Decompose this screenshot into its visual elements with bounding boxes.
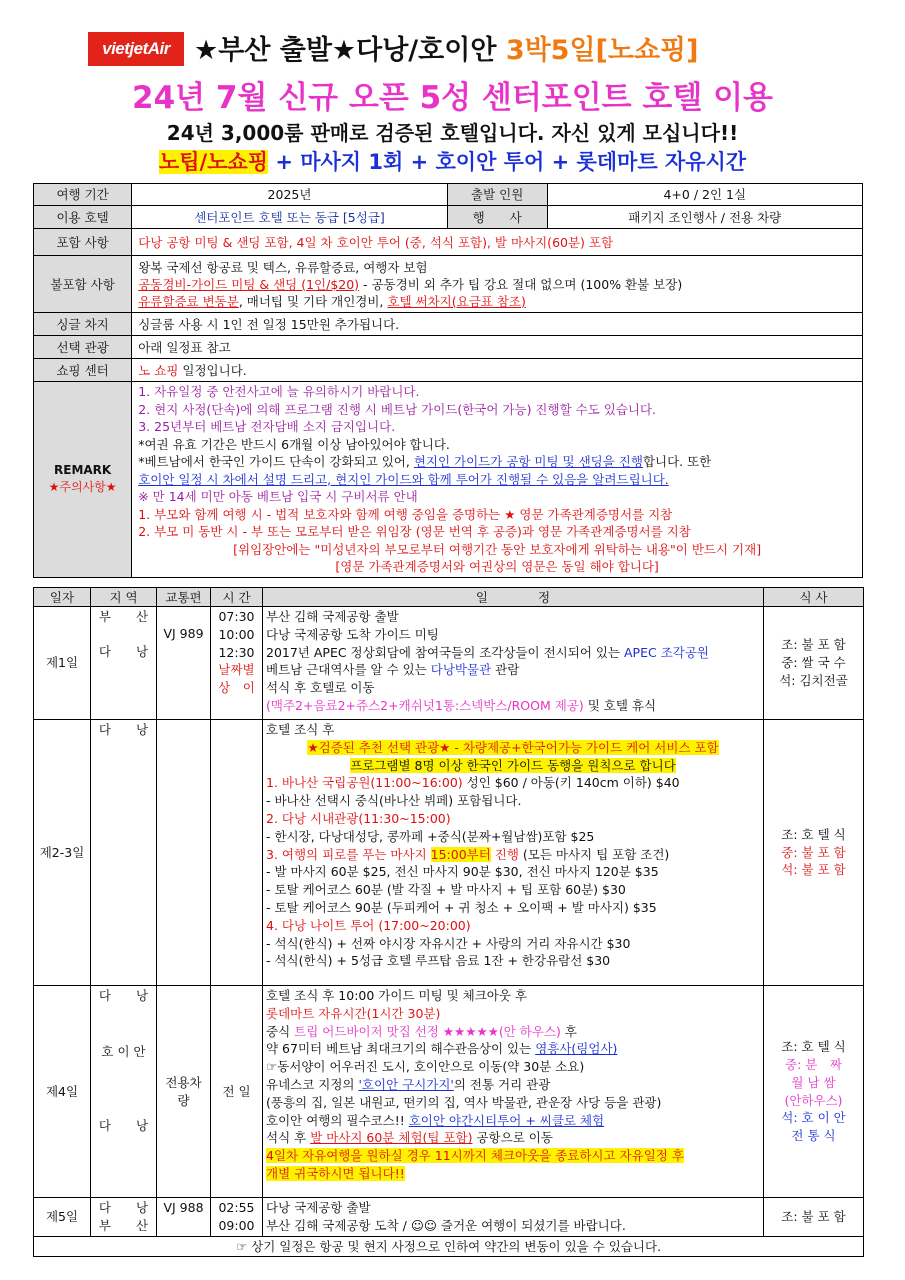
itinerary-text: 및 호텔 휴식 — [583, 697, 657, 713]
exclude-surcharge: 호텔 써차지(요금표 참조) — [387, 293, 526, 309]
exclude-line-1: 왕복 국제선 항공료 및 텍스, 유류할증료, 여행자 보험 — [138, 259, 428, 275]
snack-box: (맥주2+음료2+쥬스2+캐쉬넛1통:스넥박스/ROOM 제공) — [266, 697, 584, 713]
itinerary-line — [266, 1040, 760, 1058]
itinerary-line: 호텔 조식 후 10:00 가이드 미팅 및 체크아웃 후 — [266, 988, 528, 1003]
time-note: 날짜별 — [218, 662, 255, 678]
itinerary-text: 베트남 근대역사를 알 수 있는 — [266, 662, 431, 678]
region-danang: 다 낭 — [98, 1200, 149, 1215]
itinerary-text: 후 — [560, 1023, 577, 1039]
itinerary-line — [266, 1147, 760, 1165]
col-day: 일자 — [34, 588, 91, 607]
day4-time: 전 일 — [211, 986, 263, 1198]
day1-row — [34, 607, 864, 720]
day4-meal — [764, 986, 864, 1198]
region-danang: 다 낭 — [98, 988, 149, 1003]
day5-flight: VJ 988 — [157, 1198, 211, 1237]
meal-dinner: 석: 불 포 함 — [781, 862, 846, 878]
shop-value — [132, 359, 863, 382]
col-time: 시 간 — [211, 588, 263, 607]
itinerary-text: (모든 마사지 팁 포함 조건) — [518, 846, 670, 862]
option-value: 아래 일정표 참고 — [132, 336, 863, 359]
vietjet-logo: vietjetAir — [88, 32, 184, 66]
day4-region — [91, 986, 157, 1198]
shop-value-rest: 일정입니다. — [178, 362, 247, 378]
itinerary-line — [266, 1165, 760, 1183]
remark-text: 합니다. 또한 — [642, 454, 712, 469]
meal-dinner: 석: 호 이 안 — [781, 1110, 846, 1126]
remark-line: 3. 25년부터 베트남 전자담배 소지 금지입니다. — [138, 419, 396, 434]
tagline: 24년 3,000룸 판매로 검증된 호텔입니다. 자신 있게 모십니다!! — [166, 121, 739, 145]
time: 09:00 — [218, 1217, 255, 1233]
meal-breakfast: 조: 호 텔 식 — [781, 826, 846, 842]
remark-label-cell — [34, 382, 132, 578]
day2-transport — [157, 720, 211, 986]
itinerary-line: - 발 마사지 60분 $25, 전신 마사지 90분 $30, 전신 마사지 120분 $35 — [266, 864, 659, 880]
col-transport: 교통편 — [157, 588, 211, 607]
pax-value: 4+0 / 2인 1실 — [547, 184, 862, 206]
itinerary-line — [266, 1129, 760, 1147]
hoian-old-town: '호이안 구시가지' — [358, 1076, 454, 1092]
header — [0, 0, 905, 180]
itinerary-line — [266, 661, 760, 679]
meal-lunch: 중: 분 짜 — [785, 1056, 842, 1072]
region-danang: 다 낭 — [98, 643, 149, 659]
day5-row — [34, 1198, 864, 1237]
flight-number: VJ 989 — [163, 626, 204, 641]
period-value: 2025년 — [132, 184, 448, 206]
features-highlight: 노팁/노쇼핑 — [158, 150, 269, 174]
itinerary-text: 약 67미터 베트남 최대크기의 해수관음상이 있는 — [266, 1041, 536, 1057]
itinerary-line: 다낭 국제공항 도착 가이드 미팅 — [266, 626, 439, 642]
massage-time: 15:00부터 — [430, 846, 491, 862]
itinerary-line — [266, 1112, 760, 1130]
itinerary-text: 중식 — [266, 1023, 295, 1039]
day4-itinerary — [263, 986, 764, 1198]
apec-park: APEC 조각공원 — [624, 644, 709, 660]
remark-content — [132, 382, 863, 578]
exclude-common-fee: 공동경비-가이드 미팅 & 샌딩 (1인/$20) — [138, 276, 360, 292]
itinerary-line: - 석식(한식) + 선짜 야시장 자유시간 + 사랑의 거리 자유시간 $30 — [266, 935, 631, 951]
region-busan: 부 산 — [98, 1217, 149, 1233]
region-busan: 부 산 — [98, 609, 149, 624]
day5-time — [211, 1198, 263, 1237]
danang-museum: 다낭박물관 — [430, 662, 492, 678]
option-price: 성인 $60 / 아동(키 140cm 이하) $40 — [462, 775, 680, 791]
itinerary-line — [266, 1076, 760, 1094]
itinerary-line — [266, 846, 760, 864]
shop-label: 쇼핑 센터 — [34, 359, 132, 382]
col-region: 지 역 — [91, 588, 157, 607]
day2-meal — [764, 720, 864, 986]
hotel-value: 센터포인트 호텔 또는 동급 [5성급] — [132, 206, 448, 229]
remark-line: [위임장안에는 "미성년자의 부모로부터 여행기간 동안 보호자에게 위탁하는 내용"이 반드시 기재] — [233, 541, 762, 557]
free-option-note: 개별 귀국하시면 됩니다!! — [266, 1165, 405, 1181]
option-label: 선택 관광 — [34, 336, 132, 359]
day2-region: 다 낭 — [91, 720, 157, 986]
itinerary-text: 공항으로 이동 — [472, 1130, 553, 1146]
itinerary-line: 부산 김해 국제공항 출발 — [266, 609, 399, 624]
day5-itinerary — [263, 1198, 764, 1237]
pax-label: 출발 인원 — [447, 184, 547, 206]
itinerary-text: 호이안 여행의 필수코스!! — [266, 1112, 409, 1128]
day5-label: 제5일 — [34, 1198, 91, 1237]
itinerary-line — [266, 757, 760, 775]
col-itinerary: 일 정 — [263, 588, 764, 607]
day2-itinerary — [263, 720, 764, 986]
itinerary-text: 관람 — [491, 662, 520, 678]
itinerary-line: - 토탈 케어코스 90분 (두피케어 + 귀 청소 + 오이팩 + 발 마사지) $35 — [266, 899, 657, 915]
lotte-mart: 롯데마트 자유시간(1시간 30분) — [266, 1005, 441, 1021]
day1-flight — [157, 607, 211, 720]
itinerary-line — [266, 774, 760, 792]
itinerary-text: 석식 후 — [266, 1130, 311, 1146]
remark-sub: ★주의사항★ — [48, 480, 117, 495]
itinerary-line: 석식 후 호텔로 이동 — [266, 680, 375, 696]
meal-dinner: 전 통 식 — [791, 1128, 836, 1144]
include-label: 포함 사항 — [34, 229, 132, 256]
meal-lunch: 중: 불 포 함 — [781, 844, 846, 860]
itinerary-text: 2017년 APEC 정상회담에 참여국들의 조각상들이 전시되어 있는 — [266, 644, 624, 660]
day1-label: 제1일 — [34, 607, 91, 720]
linh-ung-pagoda: 영흥사(링엄사) — [535, 1041, 618, 1057]
option-bana: 1. 바나산 국립공원(11:00~16:00) — [266, 775, 463, 791]
meal-lunch: 중: 쌀 국 수 — [781, 655, 846, 671]
col-meal: 식 사 — [764, 588, 864, 607]
single-value: 싱글룸 사용 시 1인 전 일정 15만원 추가됩니다. — [132, 313, 863, 336]
itinerary-line: (풍흥의 집, 일본 내원교, 떤키의 집, 역사 박물관, 관운장 사당 등을 관광) — [266, 1094, 662, 1110]
itinerary-line — [266, 644, 760, 662]
period-label: 여행 기간 — [34, 184, 132, 206]
option-tour-banner: ★검증된 추천 선택 관광★ - 차량제공+한국어가능 가이드 케어 서비스 포함 — [307, 739, 719, 755]
itinerary-line: - 석식(한식) + 5성급 호텔 루프탑 음료 1잔 + 한강유람선 $30 — [266, 953, 611, 969]
option-tour-rule: 프로그램별 8명 이상 한국인 가이드 동행을 원칙으로 합니다 — [350, 757, 676, 773]
exclude-refund-note: - 공동경비 외 추가 팁 강요 절대 없으며 (100% 환불 보장) — [359, 276, 683, 292]
day1-meal — [764, 607, 864, 720]
exclude-tips: , 매너팁 및 기타 개인경비, — [238, 293, 388, 309]
day1-time — [211, 607, 263, 720]
hotel-label: 이용 호텔 — [34, 206, 132, 229]
region-hoian: 호 이 안 — [101, 1043, 146, 1059]
exclude-line-2 — [138, 276, 856, 293]
remark-line: *여권 유효 기간은 반드시 6개월 이상 남아있어야 합니다. — [138, 436, 450, 452]
remark-line: 호이안 일정 시 차에서 설명 드리고, 현지인 가이드와 함께 투어가 진행될 수 있음을 알려드립니다. — [138, 471, 669, 487]
itinerary-line: - 한시장, 다낭대성당, 콩까페 +중식(분짜+월남쌈)포함 $25 — [266, 828, 595, 844]
time: 07:30 — [218, 609, 255, 624]
exclude-fuel: 유류할증료 변동분 — [138, 293, 239, 309]
info-table — [33, 183, 863, 578]
itinerary-text: 의 전통 거리 관광 — [453, 1076, 551, 1092]
remark-local-guide: 현지인 가이드가 공항 미팅 및 샌딩을 진행 — [413, 454, 643, 469]
remark-line — [138, 453, 856, 471]
restaurant-pick: 트립 어드바이저 맛집 선정 ★★★★★(안 하우스) — [294, 1023, 561, 1039]
remark-line: 2. 부모 미 동반 시 - 부 또는 모로부터 받은 위임장 (영문 번역 후 공증)과 영문 가족관계증명서를 지참 — [138, 524, 691, 539]
no-shopping: 노 쇼핑 — [138, 362, 179, 378]
option-massage: 3. 여행의 피로를 푸는 마사지 — [266, 846, 431, 862]
single-label: 싱글 차지 — [34, 313, 132, 336]
day5-region — [91, 1198, 157, 1237]
meal-dinner: 석: 김치전골 — [779, 672, 848, 688]
meal-breakfast: 조: 호 텔 식 — [781, 1039, 846, 1055]
day2-label: 제2-3일 — [34, 720, 91, 986]
exclude-label: 불포함 사항 — [34, 256, 132, 313]
time: 10:00 — [218, 626, 255, 642]
foot-massage: 발 마사지 60분 체험(팁 포함) — [310, 1130, 473, 1146]
include-value: 다낭 공항 미팅 & 샌딩 포함, 4일 차 호이안 투어 (중, 석식 포함), 발 마사지(60분) 포함 — [132, 229, 863, 256]
itinerary-line: 호텔 조식 후 — [266, 722, 335, 737]
itinerary-line: 다낭 국제공항 출발 — [266, 1200, 371, 1215]
operator-label: 행 사 — [447, 206, 547, 229]
day1-itinerary — [263, 607, 764, 720]
exclude-value — [132, 256, 863, 313]
remark-line: 2. 현지 사정(단속)에 의해 프로그램 진행 시 베트남 가이드(한국어 가능) 진행할 수도 있습니다. — [138, 401, 657, 417]
itinerary-line — [266, 739, 760, 757]
itinerary-text: 유네스코 지정의 — [266, 1076, 359, 1092]
itinerary-line: 부산 김해 국제공항 도착 / ☺☺ 즐거운 여행이 되셨기를 바랍니다. — [266, 1217, 626, 1233]
free-option-note: 4일차 자유여행을 원하실 경우 11시까지 체크아웃을 종료하시고 자유일정 후 — [266, 1148, 684, 1164]
itinerary-line: - 바나산 선택시 중식(바나산 뷔페) 포함됩니다. — [266, 793, 522, 809]
option-city-tour: 2. 다낭 시내관광(11:30~15:00) — [266, 810, 451, 826]
option-night-tour: 4. 다낭 나이트 투어 (17:00~20:00) — [266, 917, 471, 933]
itinerary-line: - 토탈 케어코스 60분 (발 각질 + 발 마사지 + 팁 포함 60분) $30 — [266, 882, 626, 898]
operator-value: 패키지 조인행사 / 전용 차량 — [547, 206, 862, 229]
title-route: ★부산 출발★다낭/호이안 — [194, 35, 506, 66]
day4-label: 제4일 — [34, 986, 91, 1198]
remark-line: 1. 자유일정 중 안전사고에 늘 유의하시기 바랍니다. — [138, 384, 420, 399]
time-note: 상 이 — [218, 680, 255, 696]
title-days: 3박5일[노쇼핑] — [505, 35, 699, 66]
remark-line: 1. 부모와 함께 여행 시 - 법적 보호자와 함께 여행 중임을 증명하는 ★ 영문 가족관계증명서를 지참 — [138, 506, 673, 522]
day4-row — [34, 986, 864, 1198]
features-line — [0, 146, 905, 176]
schedule-table — [33, 587, 864, 1257]
remark-text: *베트남에서 한국인 가이드 단속이 강화되고 있어, — [138, 454, 414, 469]
page-subtitle: 24년 7월 신규 오픈 5성 센터포인트 호텔 이용 — [132, 80, 773, 116]
meal-breakfast: 조: 불 포 함 — [781, 637, 846, 653]
option-massage: 진행 — [490, 846, 519, 862]
page-title — [194, 28, 698, 67]
schedule-footnote: ☞ 상기 일정은 항공 및 현지 사정으로 인하여 약간의 변동이 있을 수 있습니다. — [34, 1236, 864, 1257]
day2-row — [34, 720, 864, 986]
itinerary-line — [266, 1023, 760, 1041]
day2-time — [211, 720, 263, 986]
day4-transport — [157, 986, 211, 1198]
remark-line: [영문 가족관계증명서와 여권상의 영문은 동일 해야 합니다] — [335, 559, 659, 574]
meal-lunch: 월 남 쌈 — [791, 1074, 836, 1090]
features-rest: + 마사지 1회 + 호이안 투어 + 롯데마트 자유시간 — [268, 150, 747, 174]
day5-meal: 조: 불 포 함 — [764, 1198, 864, 1237]
region-danang: 다 낭 — [98, 1117, 149, 1133]
itinerary-line — [266, 697, 760, 715]
remark-line: ※ 만 14세 미만 아동 베트남 입국 시 구비서류 안내 — [138, 489, 418, 504]
meal-lunch: (안하우스) — [784, 1092, 843, 1108]
day1-region — [91, 607, 157, 720]
remark-label: REMARK — [54, 463, 112, 478]
exclude-line-3 — [138, 293, 856, 310]
time: 02:55 — [218, 1200, 255, 1215]
night-city-tour: 호이안 야간시티투어 + 씨클로 체험 — [408, 1112, 605, 1128]
private-vehicle: 전용차량 — [165, 1074, 202, 1108]
itinerary-line: ☞동서양이 어우러진 도시, 호이안으로 이동(약 30분 소요) — [266, 1059, 585, 1075]
time: 12:30 — [218, 644, 255, 660]
